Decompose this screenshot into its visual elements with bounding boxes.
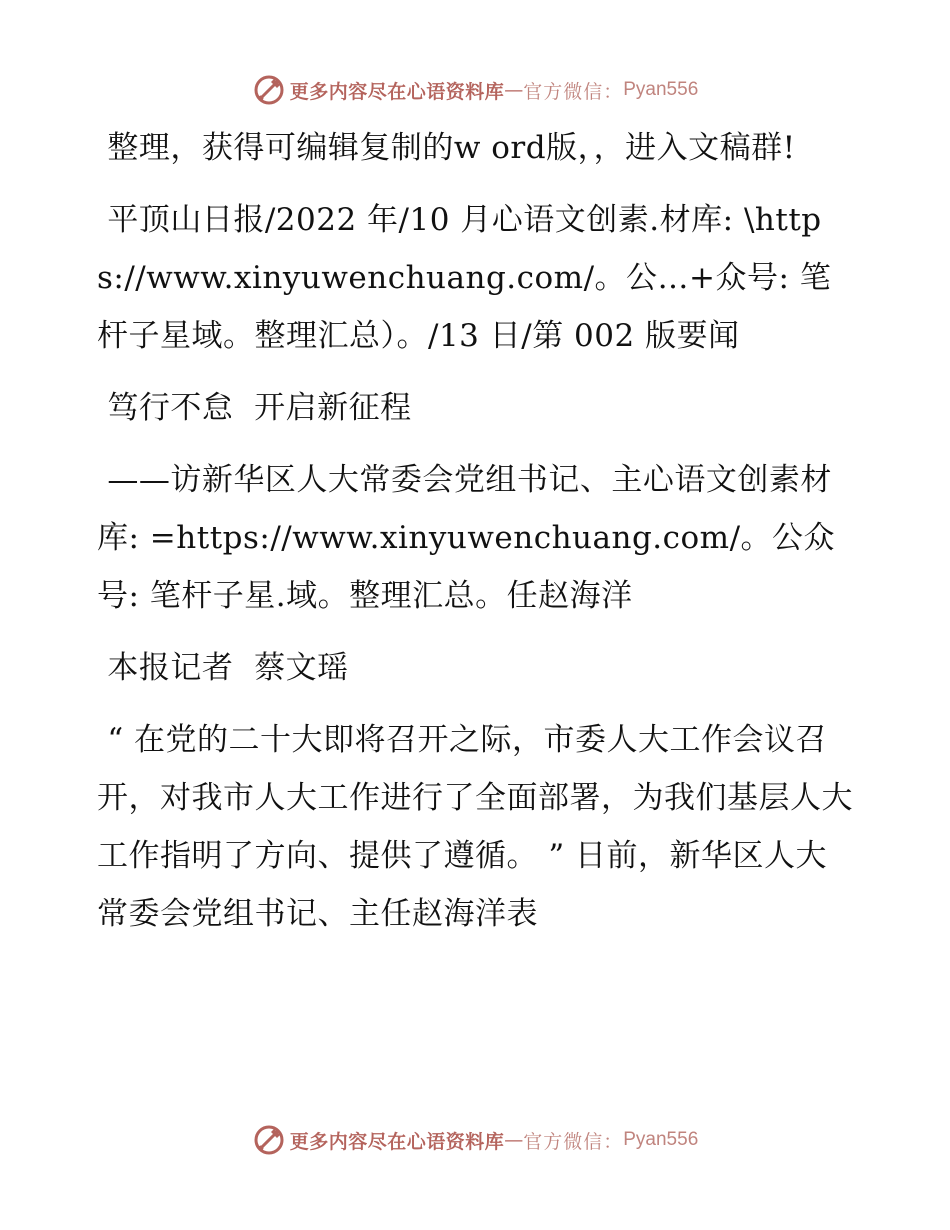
banner-wechat-id: Pyan556 [623,79,699,100]
brush-logo-icon [252,1123,286,1157]
article-body-paragraph: “ 在党的二十大即将召开之际，市委人大工作会议召开，对我市人大工作进行了全面部署，为我们基层人大工作指明了方向、提供了遵循。 ” 日前，新华区人大常委会党组书记、主任赵海洋表 [97,722,853,932]
banner-separator: — [504,1129,524,1151]
banner-separator: — [504,79,524,101]
header-watermark-banner [0,70,950,110]
banner-title: 更多内容尽在心语资料库 [289,1130,505,1153]
brush-logo-icon [252,73,286,107]
article-subheadline: ——访新华区人大常委会党组书记、主心语文创素材库: =https://www.xinyuwenchuang.com/。公众号: 笔杆子星.域。整理汇总。任赵海洋 [97,462,836,614]
banner-title: 更多内容尽在心语资料库 [289,80,505,103]
document-body [97,119,857,957]
banner-wechat-label: 官方微信： [523,1130,624,1153]
banner-wechat-label: 官方微信： [523,80,624,103]
article-byline: 本报记者 蔡文瑶 [97,650,349,686]
footer-watermark-banner [0,1120,950,1160]
paragraph-intro: 整理，获得可编辑复制的w ord版，，进入文稿群! [97,130,796,166]
paragraph-source: 平顶山日报/2022 年/10 月心语文创素.材库: \https://www.xinyuwenchuang.com/。公…+众号: 笔杆子星域。整理汇总）。/13 日/第 002 版要闻 [97,202,832,354]
article-headline: 笃行不怠 开启新征程 [97,390,412,426]
banner-wechat-id: Pyan556 [623,1129,699,1150]
